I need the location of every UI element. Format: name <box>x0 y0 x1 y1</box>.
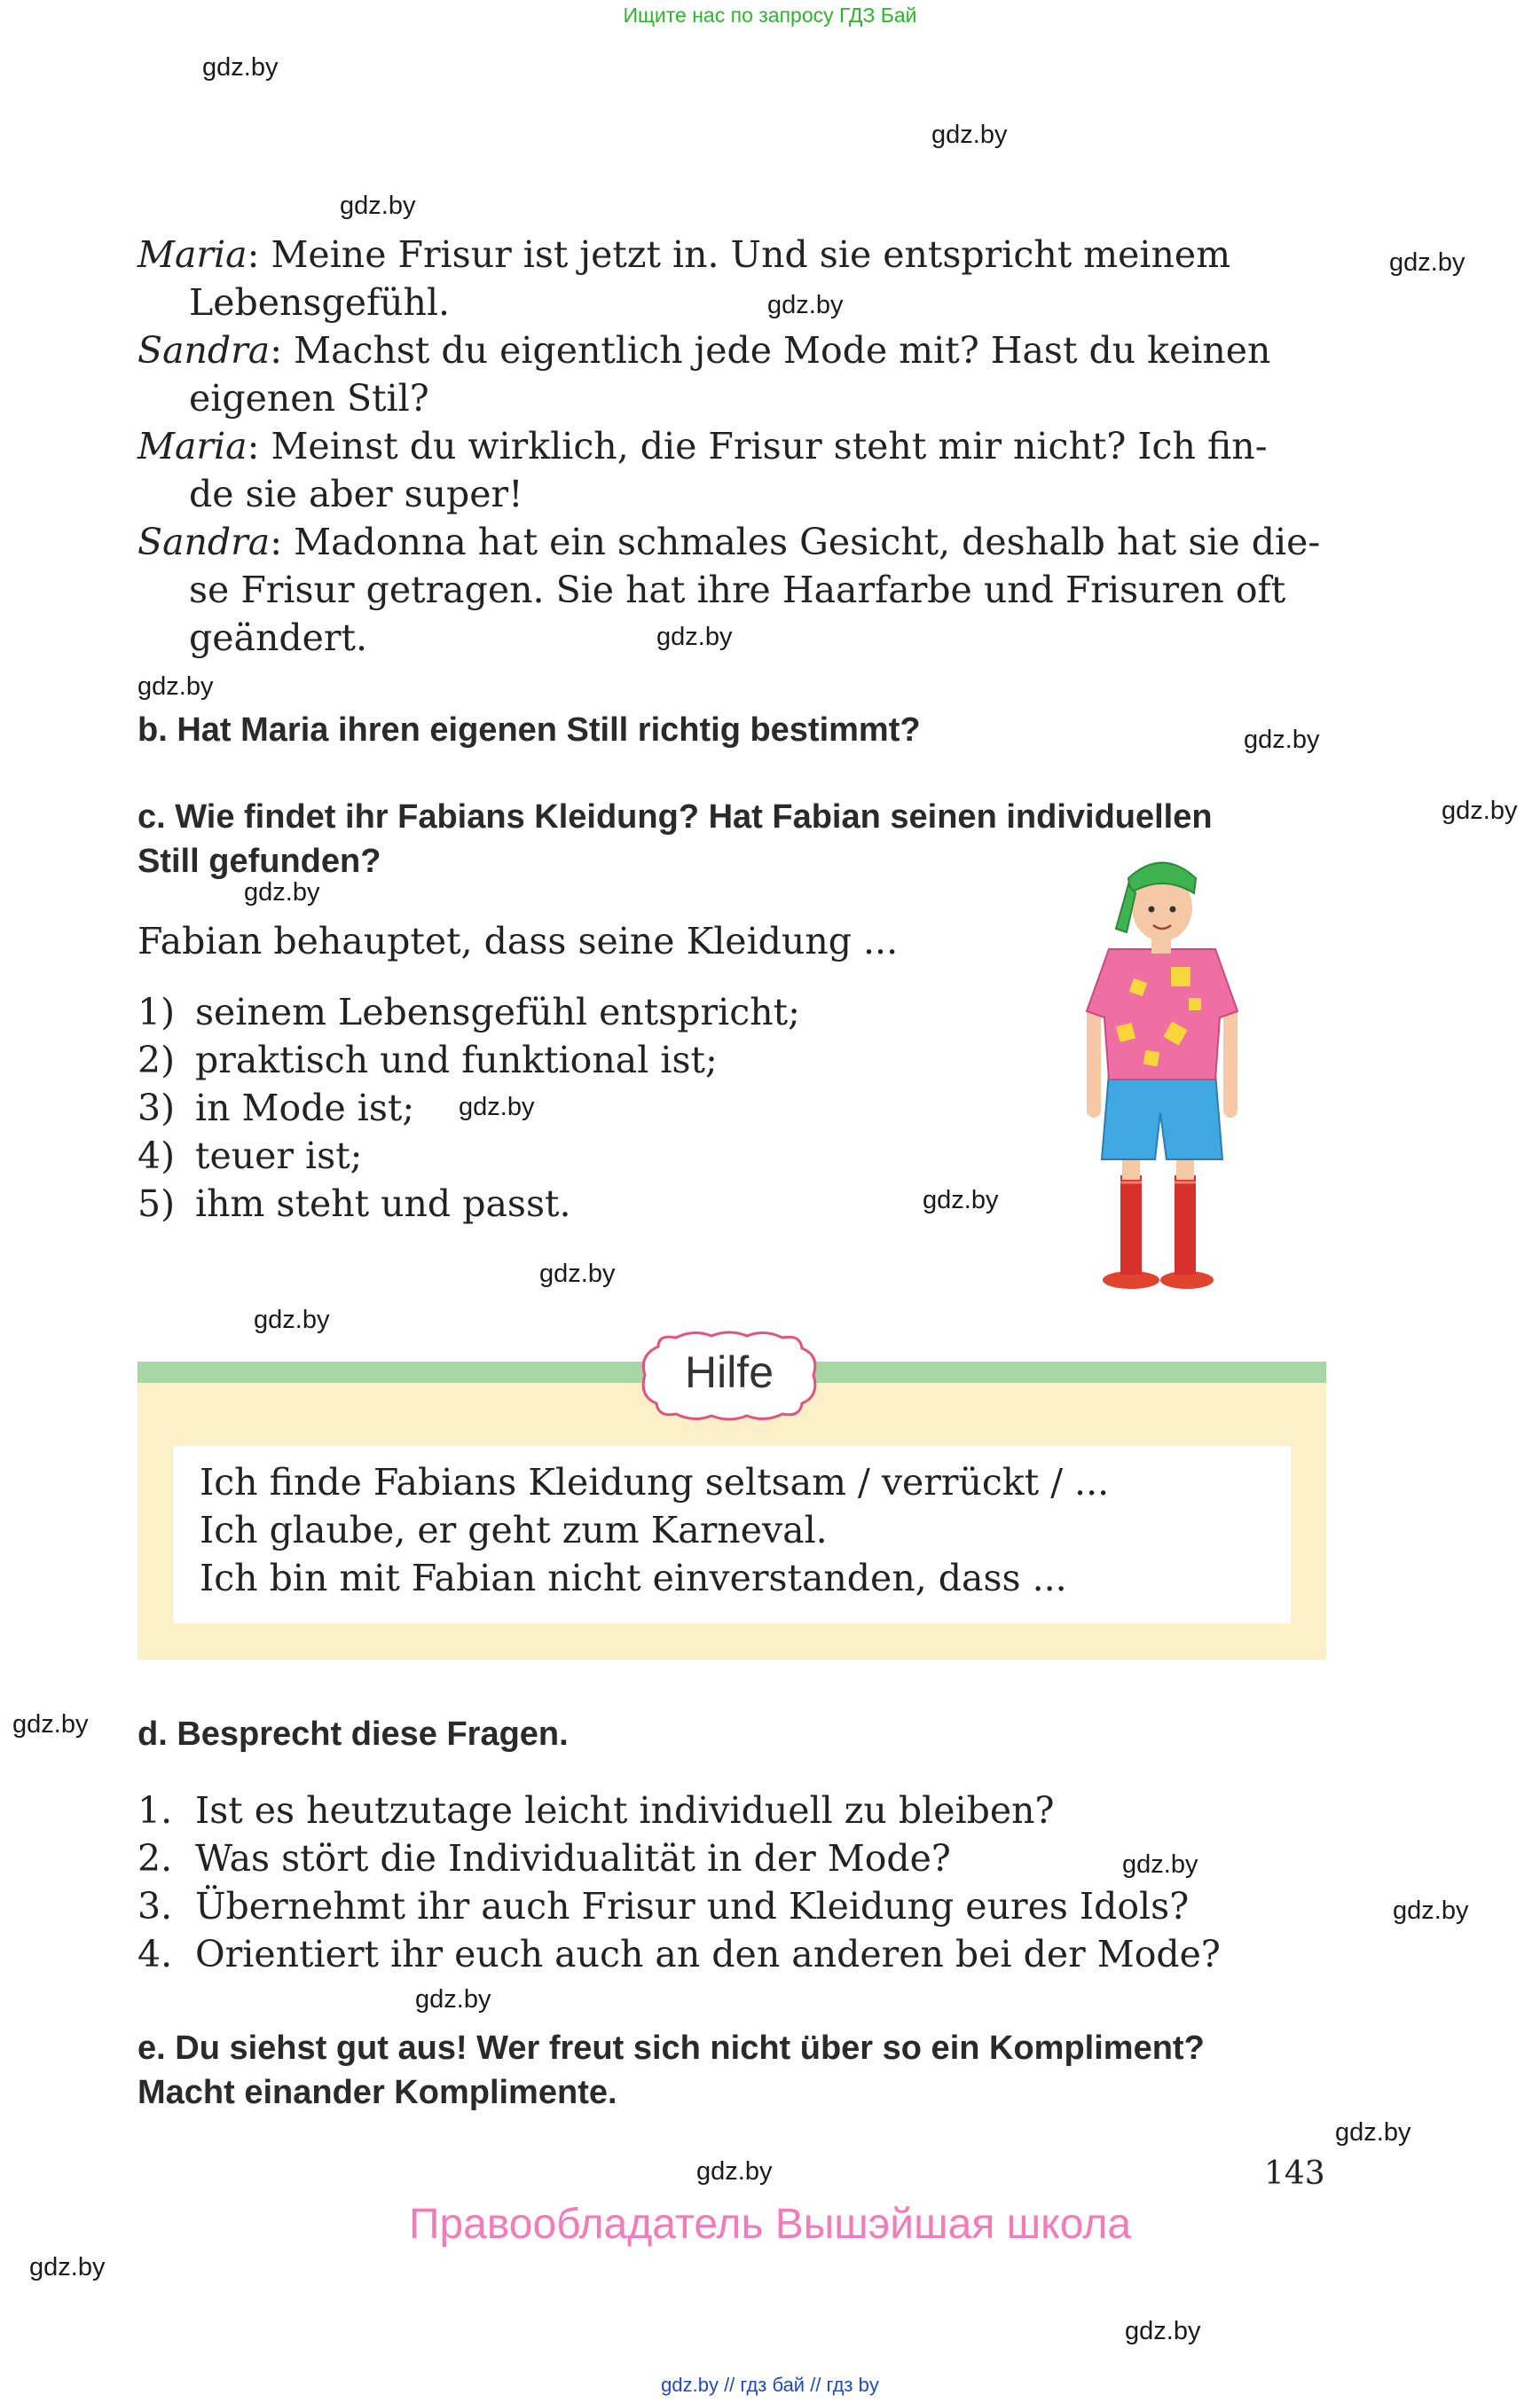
watermark: gdz.by <box>1389 248 1465 277</box>
watermark: gdz.by <box>29 2253 106 2281</box>
list-item <box>138 1036 800 1084</box>
task-d: d. Besprecht diese Fragen. <box>138 1716 569 1753</box>
hilfe-label: Hilfe <box>684 1347 774 1397</box>
footer-links[interactable]: gdz.by // гдз бай // гдз by <box>661 2374 879 2396</box>
watermark: gdz.by <box>1244 726 1320 754</box>
dialogue-line: Sandra: Madonna hat ein schmales Gesicht, deshalb hat sie die- <box>138 521 1321 563</box>
list-item <box>138 1132 800 1180</box>
list-number: 1. <box>138 1789 173 1832</box>
list-number: 3. <box>138 1885 173 1928</box>
task-c-line: c. Wie findet ihr Fabians Kleidung? Hat Fabian seinen individuellen <box>138 798 1213 836</box>
speaker-name: Sandra <box>138 329 271 372</box>
list-text: teuer ist; <box>195 1135 363 1177</box>
task-e-line: Macht einander Komplimente. <box>138 2074 617 2111</box>
watermark: gdz.by <box>1335 2118 1411 2147</box>
task-e <box>138 2026 1205 2115</box>
fabian-list <box>138 988 800 1228</box>
task-e-line: e. Du siehst gut aus! Wer freut sich nicht über so ein Kompliment? <box>138 2030 1205 2067</box>
watermark: gdz.by <box>244 878 320 907</box>
dialogue-line: geändert. <box>189 616 367 659</box>
dialogue-line: Maria: Meinst du wirklich, die Frisur steht mir nicht? Ich fin- <box>138 425 1268 467</box>
dialogue-text: Madonna hat ein schmales Gesicht, deshalb hat sie die- <box>294 521 1321 563</box>
task-c-line: Still gefunden? <box>138 843 381 880</box>
top-search-note: Ищите нас по запросу ГДЗ Бай <box>623 4 917 27</box>
list-number: 4) <box>138 1135 176 1177</box>
dialogue-line: Sandra: Machst du eigentlich jede Mode mit? Hast du keinen <box>138 329 1271 372</box>
list-number: 2) <box>138 1039 176 1081</box>
list-item <box>138 1084 800 1132</box>
speaker-name: Sandra <box>138 521 271 563</box>
list-item <box>138 1834 1221 1882</box>
list-text: Übernehmt ihr auch Frisur und Kleidung eures Idols? <box>195 1885 1190 1928</box>
speaker-name: Maria <box>138 425 248 467</box>
watermark: gdz.by <box>202 53 279 82</box>
speaker-name: Maria <box>138 233 248 276</box>
questions-list <box>138 1787 1221 1978</box>
watermark: gdz.by <box>459 1093 535 1121</box>
watermark: gdz.by <box>1442 797 1518 825</box>
dialogue-text: Machst du eigentlich jede Mode mit? Hast du keinen <box>294 329 1271 372</box>
dialogue-line: se Frisur getragen. Sie hat ihre Haarfarbe und Frisuren oft <box>189 569 1286 611</box>
list-text: seinem Lebensgefühl entspricht; <box>195 991 800 1033</box>
dialogue-line: Maria: Meine Frisur ist jetzt in. Und sie entspricht meinem <box>138 233 1231 276</box>
dialogue-line: Lebensgefühl. <box>189 281 451 324</box>
watermark: gdz.by <box>696 2157 773 2186</box>
list-text: Orientiert ihr euch auch an den anderen bei der Mode? <box>195 1933 1221 1975</box>
list-text: praktisch und funktional ist; <box>195 1039 718 1081</box>
task-c <box>138 795 1213 883</box>
list-item <box>138 1180 800 1228</box>
hilfe-phrase: Ich glaube, er geht zum Karneval. <box>200 1509 828 1551</box>
watermark: gdz.by <box>923 1186 999 1214</box>
fabian-intro: Fabian behauptet, dass seine Kleidung ... <box>138 920 899 962</box>
hilfe-phrase: Ich bin mit Fabian nicht einverstanden, dass ... <box>200 1557 1067 1599</box>
watermark: gdz.by <box>340 192 416 220</box>
watermark: gdz.by <box>1393 1896 1469 1925</box>
list-number: 1) <box>138 991 176 1033</box>
watermark: gdz.by <box>415 1985 491 2014</box>
list-number: 4. <box>138 1933 173 1975</box>
watermark: gdz.by <box>12 1710 89 1739</box>
list-item <box>138 1787 1221 1834</box>
dialogue-line: eigenen Stil? <box>189 377 429 420</box>
dialogue-line: de sie aber super! <box>189 473 523 515</box>
watermark: gdz.by <box>1122 1850 1198 1879</box>
fabian-illustration <box>1082 847 1242 1291</box>
watermark: gdz.by <box>254 1306 330 1334</box>
page-number: 143 <box>1264 2156 1325 2192</box>
list-text: Ist es heutzutage leicht individuell zu bleiben? <box>195 1789 1055 1832</box>
copyright-notice: Правообладатель Вышэйшая школа <box>408 2201 1132 2248</box>
list-item <box>138 1882 1221 1930</box>
watermark: gdz.by <box>1125 2317 1201 2345</box>
hilfe-phrase: Ich finde Fabians Kleidung seltsam / verrückt / ... <box>200 1461 1110 1504</box>
watermark: gdz.by <box>656 623 733 651</box>
watermark: gdz.by <box>539 1260 616 1288</box>
list-number: 5) <box>138 1182 176 1225</box>
dialogue-text: Meinst du wirklich, die Frisur steht mir nicht? Ich fin- <box>271 425 1268 467</box>
list-number: 2. <box>138 1837 173 1880</box>
task-b: b. Hat Maria ihren eigenen Still richtig bestimmt? <box>138 711 921 749</box>
list-number: 3) <box>138 1087 176 1129</box>
watermark: gdz.by <box>767 291 844 319</box>
dialogue <box>138 231 1326 662</box>
list-text: ihm steht und passt. <box>195 1182 571 1225</box>
dialogue-text: Meine Frisur ist jetzt in. Und sie entspricht meinem <box>271 233 1231 276</box>
list-text: Was stört die Individualität in der Mode? <box>195 1837 951 1880</box>
watermark: gdz.by <box>931 121 1008 149</box>
list-item <box>138 1930 1221 1978</box>
list-text: in Mode ist; <box>195 1087 415 1129</box>
hilfe-phrases <box>173 1446 1291 1623</box>
list-item <box>138 988 800 1036</box>
watermark: gdz.by <box>138 672 214 701</box>
